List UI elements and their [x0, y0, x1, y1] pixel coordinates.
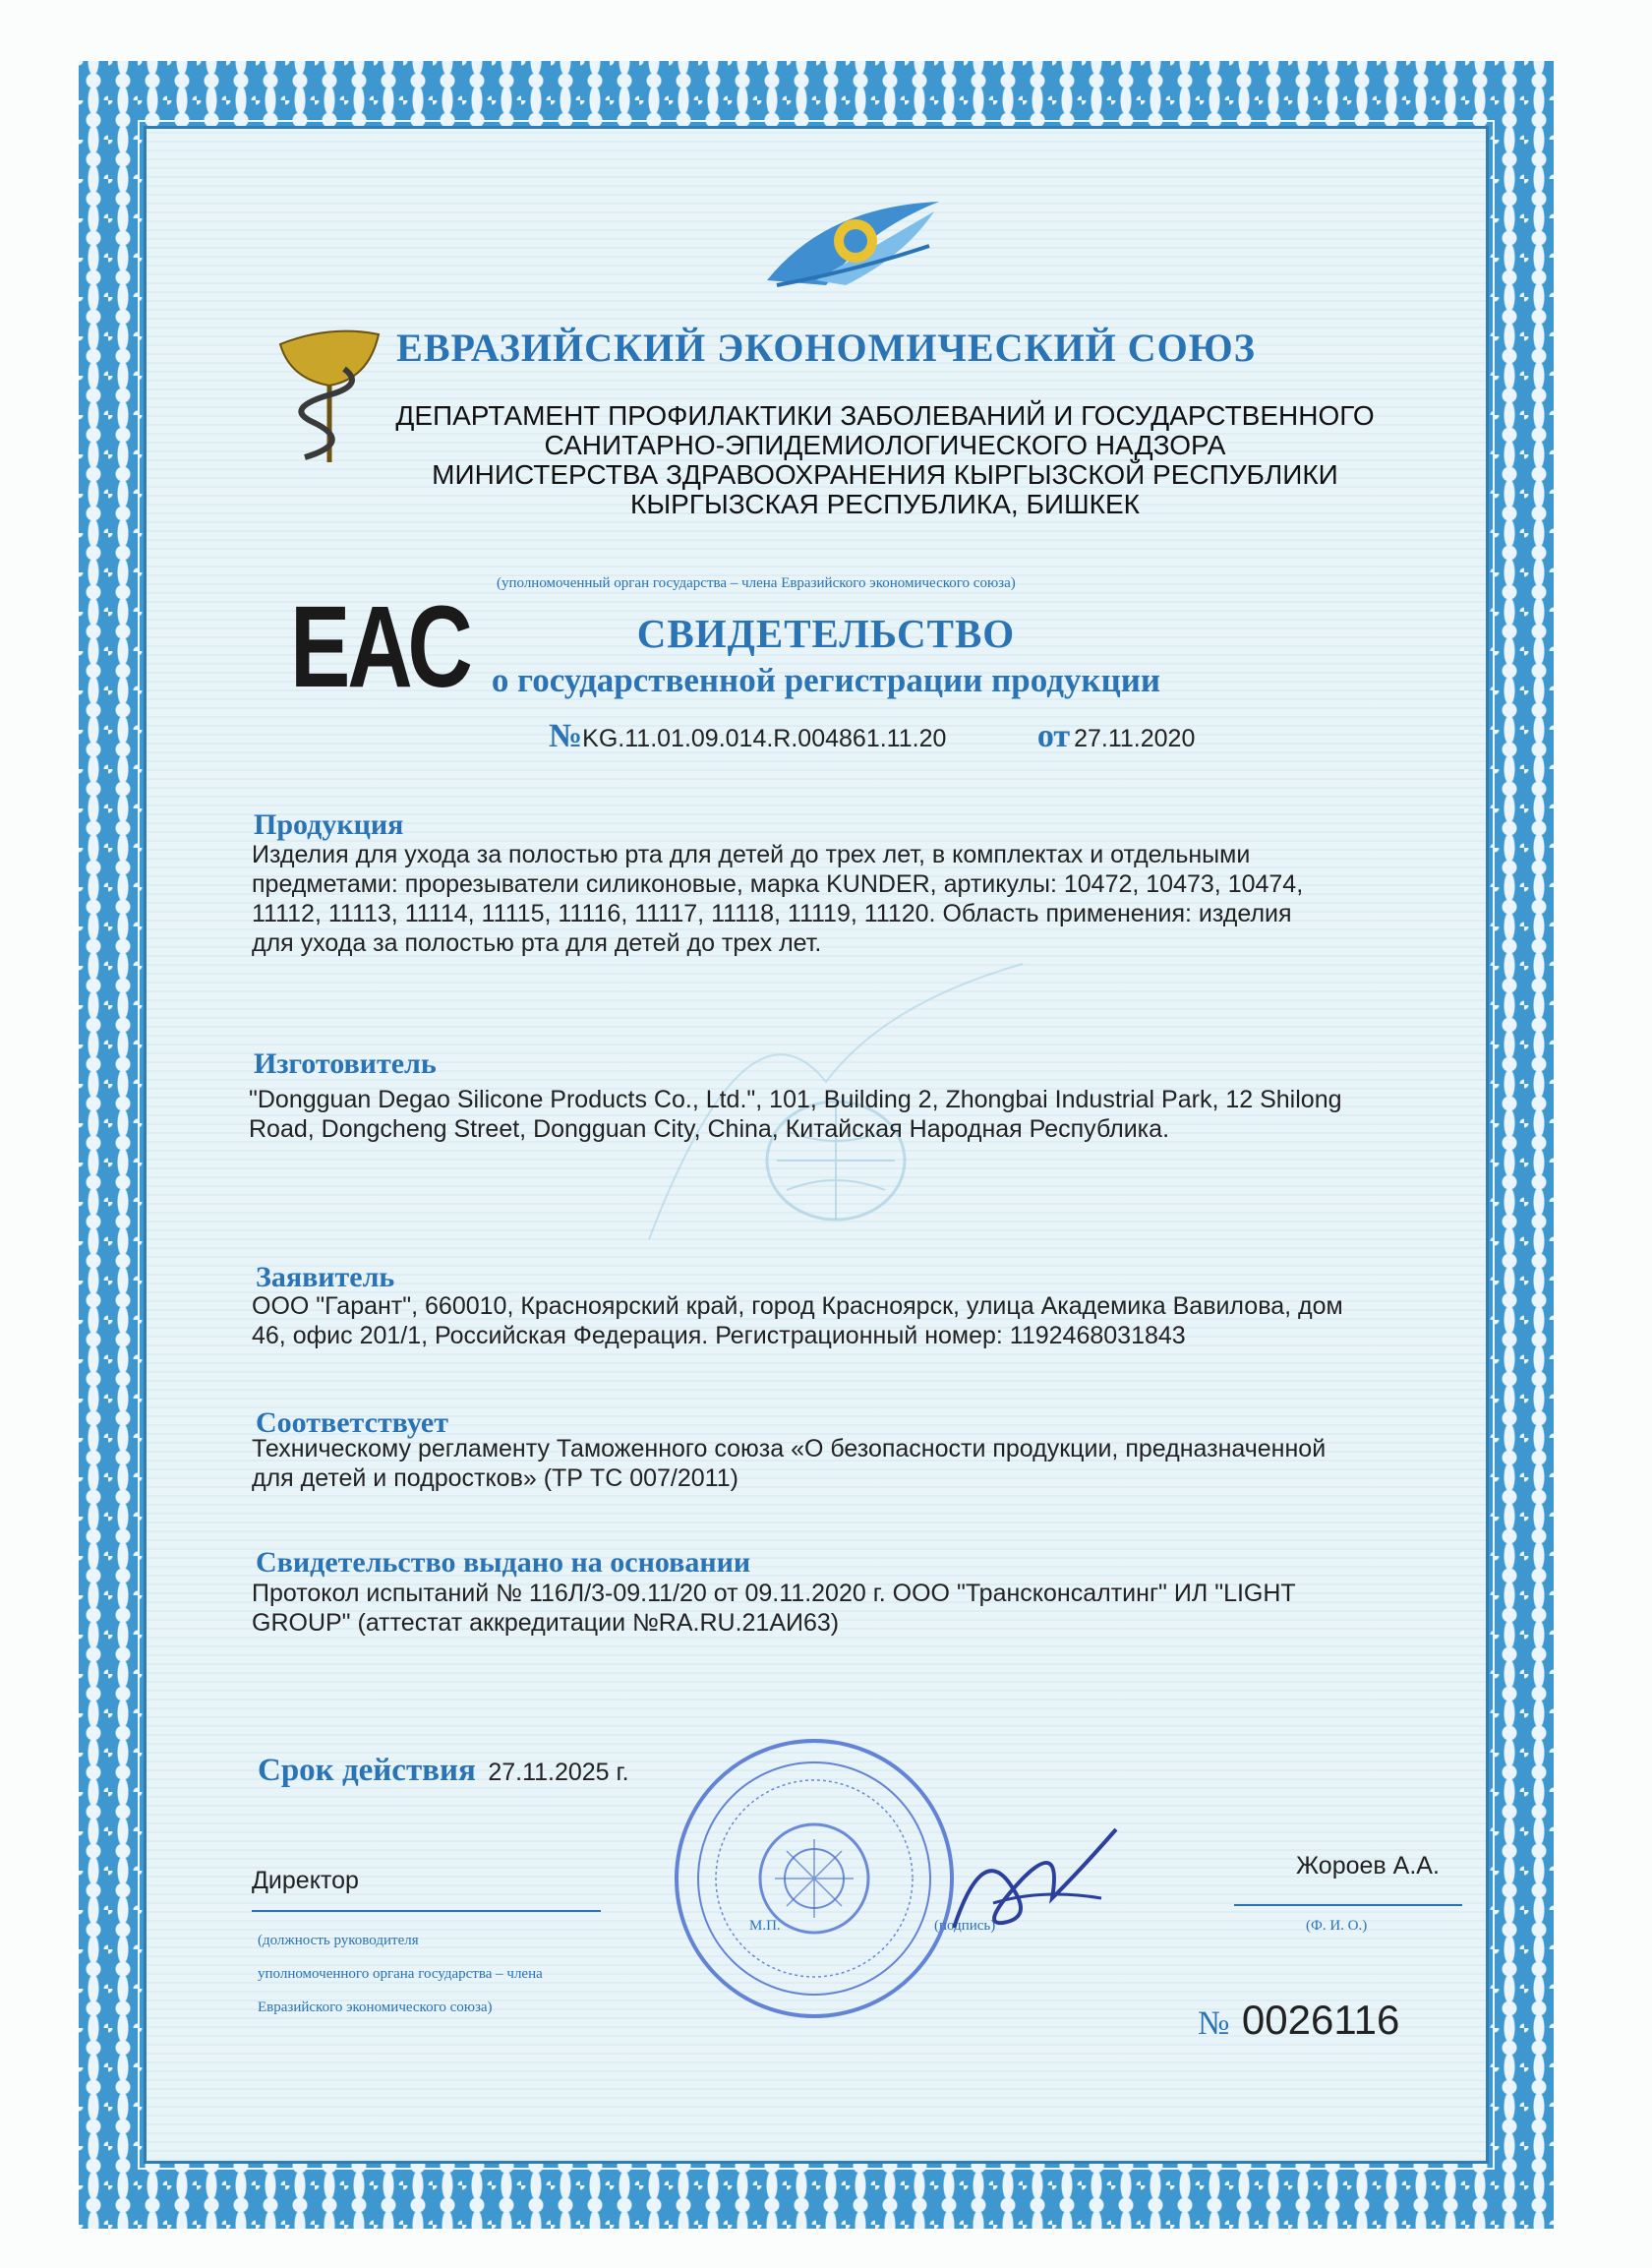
applicant-text — [252, 1291, 1343, 1350]
union-title: ЕВРАЗИЙСКИЙ ЭКОНОМИЧЕСКИЙ СОЮЗ — [396, 326, 1256, 370]
eac-mark: ЕАС — [290, 582, 470, 712]
number-label: № — [549, 718, 583, 754]
applicant-line: 46, офис 201/1, Российская Федерация. Регистрационный номер: 1192468031843 — [252, 1322, 1186, 1349]
certificate-subtitle: о государственной регистрации продукции — [491, 661, 1161, 699]
serial-label: № — [1198, 2005, 1230, 2042]
basis-line: GROUP" (аттестат аккредитации №RA.RU.21АИ63) — [252, 1609, 840, 1637]
manufacturer-line: Road, Dongcheng Street, Dongguan City, China, Китайская Народная Республика. — [249, 1115, 1170, 1143]
name-note: (Ф. И. О.) — [1306, 1918, 1368, 1934]
position-note-line: (должность руководителя — [258, 1933, 419, 1948]
product-line: 11112, 11113, 11114, 11115, 11116, 11117, 11118, 11119, 11120. Область применения: изделия — [252, 900, 1292, 927]
date-label: от — [1036, 718, 1071, 754]
compliance-title: Соответствует — [256, 1406, 448, 1439]
compliance-line: для детей и подростков» (ТР ТС 007/2011) — [252, 1464, 738, 1492]
position-note-line: Евразийского экономического союза) — [258, 1999, 493, 2015]
product-text — [252, 840, 1303, 958]
position-note-line: уполномоченного органа государства – члена — [258, 1966, 543, 1982]
validity-label: Срок действия — [258, 1753, 476, 1788]
department-line-3: МИНИСТЕРСТВА ЗДРАВООХРАНЕНИЯ КЫРГЫЗСКОЙ РЕСПУБЛИКИ — [432, 459, 1338, 490]
handwritten-signature-icon — [944, 1810, 1121, 1947]
basis-title: Свидетельство выдано на основании — [256, 1546, 751, 1579]
basis-text — [252, 1579, 1296, 1638]
director-position: Директор — [252, 1867, 359, 1894]
authority-note: (уполномоченный орган государства – члена Евразийского экономического союза) — [497, 575, 1016, 591]
certificate-date: 27.11.2020 — [1074, 725, 1196, 752]
serial-row — [1198, 1997, 1399, 2044]
product-line: Изделия для ухода за полостью рта для детей до трех лет, в комплектах и отдельными — [252, 841, 1251, 868]
compliance-text — [252, 1434, 1326, 1493]
compliance-line: Техническому регламенту Таможенного союза «О безопасности продукции, предназначенной — [252, 1435, 1327, 1462]
department-line-2: САНИТАРНО-ЭПИДЕМИОЛОГИЧЕСКОГО НАДЗОРА — [544, 430, 1226, 460]
applicant-line: ООО "Гарант", 660010, Красноярский край, город Красноярск, улица Академика Вавилова, дом — [252, 1292, 1343, 1320]
mp-label: М.П. — [749, 1918, 781, 1934]
position-note — [258, 1924, 543, 2024]
certificate-title: СВИДЕТЕЛЬСТВО — [636, 611, 1016, 656]
official-stamp-icon — [667, 1731, 962, 2026]
certificate-number: KG.11.01.09.014.R.004861.11.20 — [582, 725, 947, 752]
manufacturer-line: "Dongguan Degao Silicone Products Co., Ltd.", 101, Building 2, Zhongbai Industrial Park, 12 Shilong — [249, 1086, 1342, 1113]
product-line: для ухода за полостью рта для детей до трех лет. — [252, 929, 822, 957]
product-title: Продукция — [254, 808, 404, 841]
manufacturer-text — [249, 1085, 1342, 1144]
director-name: Жороев А.А. — [1296, 1852, 1440, 1880]
validity-row — [258, 1753, 629, 1789]
name-underline — [1234, 1904, 1462, 1906]
position-underline — [252, 1910, 601, 1912]
department-line-4: КЫРГЫЗСКАЯ РЕСПУБЛИКА, БИШКЕК — [630, 489, 1140, 519]
serial-number: 0026116 — [1241, 1997, 1400, 2043]
product-line: предметами: прорезыватели силиконовые, марка KUNDER, артикулы: 10472, 10473, 10474, — [252, 870, 1304, 898]
basis-line: Протокол испытаний № 116Л/3-09.11/20 от 09.11.2020 г. ООО "Трансконсалтинг" ИЛ "LIGHT — [252, 1580, 1296, 1607]
validity-date: 27.11.2025 г. — [488, 1759, 629, 1786]
department-line-1: ДЕПАРТАМЕНТ ПРОФИЛАКТИКИ ЗАБОЛЕВАНИЙ И ГОСУДАРСТВЕННОГО — [395, 400, 1375, 431]
signature-note: (подпись) — [934, 1918, 996, 1934]
eaeu-logo-icon — [757, 187, 944, 295]
certificate-number-row — [549, 718, 1195, 755]
manufacturer-title: Изготовитель — [254, 1047, 437, 1080]
applicant-title: Заявитель — [256, 1261, 395, 1293]
